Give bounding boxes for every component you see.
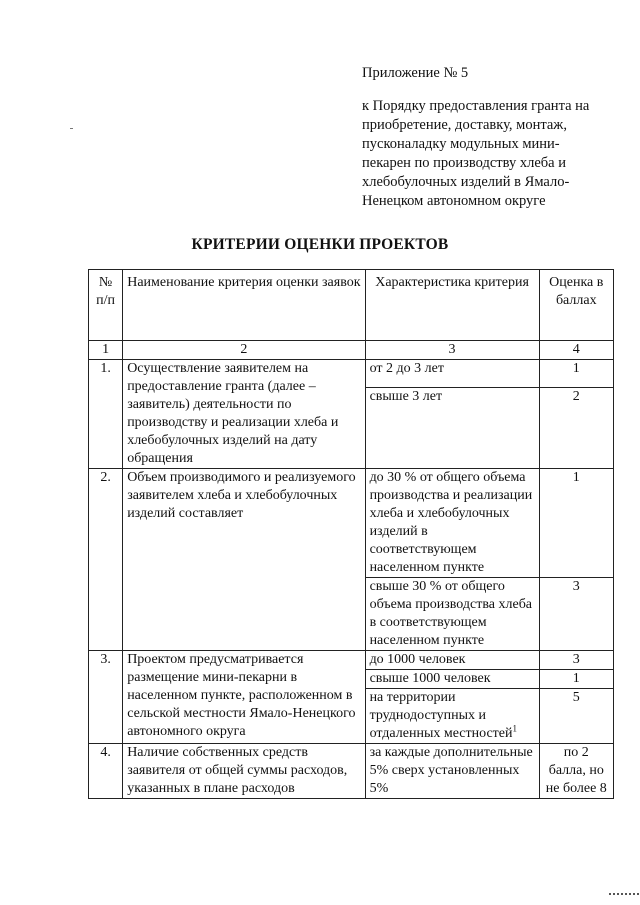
appendix-block [362, 64, 630, 211]
option-text: до 1000 человек [365, 651, 539, 670]
option-score: 1 [539, 360, 613, 388]
appendix-line: хлебобулочных изделий в Ямало- [362, 174, 570, 190]
option-text: от 2 до 3 лет [365, 360, 539, 388]
header-row [89, 270, 614, 341]
header-characteristic: Характеристика критерия [365, 270, 539, 341]
scan-mark [70, 128, 73, 129]
option-score: по 2 балла, но не более 8 [539, 744, 613, 799]
option-score: 2 [539, 388, 613, 469]
row-number: 3. [89, 651, 123, 744]
appendix-line: пекарен по производству хлеба и [362, 155, 566, 171]
criteria-table [88, 269, 614, 799]
option-score: 3 [539, 578, 613, 651]
criterion-text: Проектом предусматривается размещение мини-пекарни в населенном пункте, расположенном в сельской местности Ямало-Ненецкого автономного округа [123, 651, 365, 744]
option-score: 3 [539, 651, 613, 670]
column-number: 1 [89, 341, 123, 360]
option-cell [365, 689, 539, 744]
row-number: 4. [89, 744, 123, 799]
table-row [89, 360, 614, 388]
option-text: свыше 30 % от общего объема производства хлеба в соответствующем населенном пункте [365, 578, 539, 651]
criterion-text: Объем производимого и реализуемого заявителем хлеба и хлебобулочных изделий составляет [123, 469, 365, 651]
option-score: 1 [539, 670, 613, 689]
criterion-text: Осуществление заявителем на предоставление гранта (далее – заявитель) деятельности по производству и реализации хлеба и хлебобулочных изделий на дату обращения [123, 360, 365, 469]
appendix-number: Приложение № 5 [362, 65, 469, 81]
header-num-abbr: п/п [96, 293, 116, 308]
header-criterion: Наименование критерия оценки заявок [123, 270, 365, 341]
table-row [89, 651, 614, 670]
column-number: 4 [539, 341, 613, 360]
appendix-line: к Порядку предоставления гранта на [362, 98, 590, 114]
appendix-line: пусконаладку модульных мини- [362, 136, 560, 152]
option-text: свыше 3 лет [365, 388, 539, 469]
option-text: за каждые дополнительные 5% сверх установленных 5% [365, 744, 539, 799]
option-score: 1 [539, 469, 613, 578]
page-title: КРИТЕРИИ ОЦЕНКИ ПРОЕКТОВ [191, 236, 449, 253]
appendix-line: Ненецком автономном округе [362, 193, 546, 209]
option-text: до 30 % от общего объема производства и реализации хлеба и хлебобулочных изделий в соответствующем населенном пункте [365, 469, 539, 578]
row-number: 2. [89, 469, 123, 651]
header-num-symbol: № [98, 275, 113, 290]
header-num [89, 270, 123, 341]
table-row [89, 744, 614, 799]
row-number: 1. [89, 360, 123, 469]
appendix-line: приобретение, доставку, монтаж, [362, 117, 567, 133]
option-text: на территории труднодоступных и отдаленных местностей [369, 690, 513, 741]
column-number: 3 [365, 341, 539, 360]
footnote-marker: 1 [512, 723, 517, 734]
criterion-text: Наличие собственных средств заявителя от общей суммы расходов, указанных в плане расходов [123, 744, 365, 799]
scan-edge-mark [609, 893, 640, 895]
option-score: 5 [539, 689, 613, 744]
table-row [89, 469, 614, 578]
option-text: свыше 1000 человек [365, 670, 539, 689]
column-number: 2 [123, 341, 365, 360]
column-number-row [89, 341, 614, 360]
header-score: Оценка в баллах [539, 270, 613, 341]
